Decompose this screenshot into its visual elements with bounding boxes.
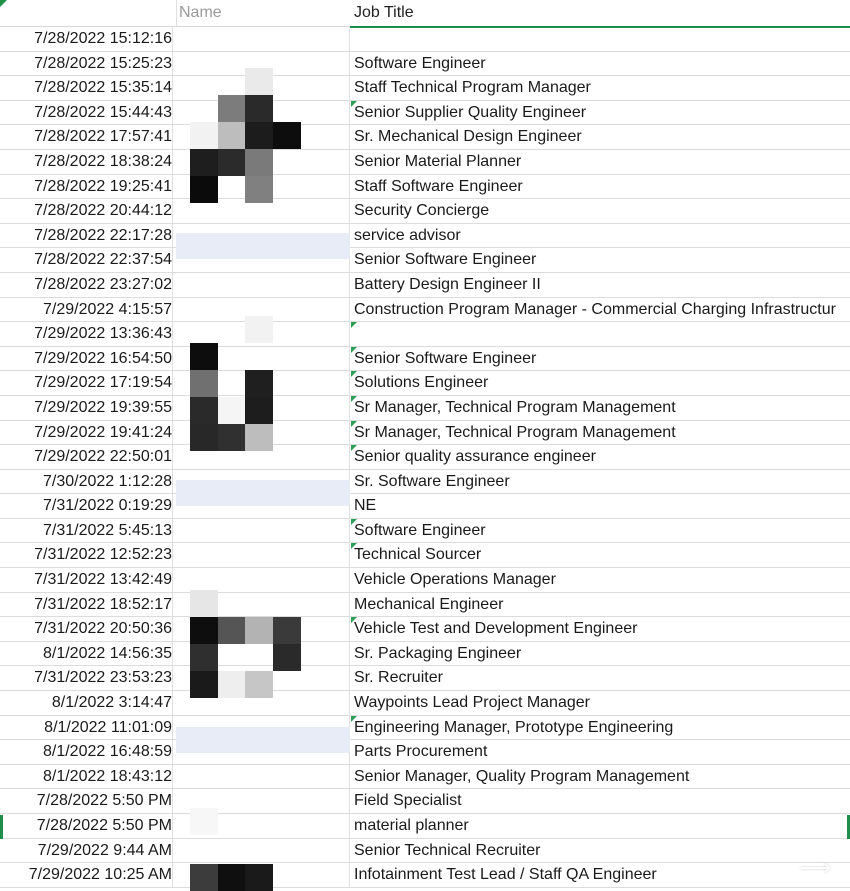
comment-indicator: [351, 716, 357, 722]
timestamp-cell[interactable]: 7/28/2022 22:17:28: [0, 224, 173, 248]
table-row[interactable]: [0, 421, 850, 446]
table-row[interactable]: [0, 814, 850, 839]
redaction-pixel: [190, 617, 218, 644]
job-title-cell[interactable]: Mechanical Engineer: [354, 595, 504, 613]
redaction-pixel: [218, 864, 246, 891]
header-row: [0, 0, 850, 27]
table-row[interactable]: [0, 691, 850, 716]
job-title-cell[interactable]: Senior Software Engineer: [354, 349, 537, 367]
data-rows: [0, 27, 850, 888]
redaction-pixel: [218, 671, 246, 698]
name-cell[interactable]: [176, 543, 350, 567]
redaction-pixel: [245, 122, 273, 149]
redaction-pixel: [190, 343, 218, 370]
table-row[interactable]: [0, 765, 850, 790]
header-cell-job-title[interactable]: Job Title: [354, 4, 414, 21]
timestamp-cell[interactable]: 7/29/2022 9:44 AM: [0, 839, 173, 863]
redaction-pixel: [245, 176, 273, 203]
timestamp-cell[interactable]: 7/28/2022 5:50 PM: [0, 814, 173, 838]
job-title-cell[interactable]: Battery Design Engineer II: [354, 275, 541, 293]
redaction-pixel: [218, 149, 246, 176]
table-row[interactable]: [0, 789, 850, 814]
comment-indicator: [351, 371, 357, 377]
redaction-pixel: [190, 864, 218, 891]
name-cell[interactable]: [176, 519, 350, 543]
table-row[interactable]: [0, 101, 850, 126]
timestamp-cell[interactable]: 7/28/2022 15:44:43: [0, 101, 173, 125]
timestamp-cell[interactable]: 7/31/2022 12:52:23: [0, 543, 173, 567]
comment-indicator: [351, 519, 357, 525]
timestamp-cell[interactable]: 7/29/2022 17:19:54: [0, 371, 173, 395]
job-title-cell[interactable]: Sr. Packaging Engineer: [354, 644, 522, 662]
redaction-pixel: [273, 122, 301, 149]
redaction-pixel: [245, 397, 273, 424]
job-title-cell[interactable]: Staff Technical Program Manager: [354, 79, 591, 97]
table-row[interactable]: [0, 617, 850, 642]
table-row[interactable]: [0, 642, 850, 667]
name-cell[interactable]: [176, 27, 350, 51]
redaction-pixel: [190, 370, 218, 397]
job-title-cell[interactable]: Parts Procurement: [354, 743, 488, 761]
header-cell-timestamp[interactable]: [0, 0, 177, 26]
job-title-cell[interactable]: Solutions Engineer: [354, 374, 489, 392]
table-row[interactable]: [0, 543, 850, 568]
job-title-cell[interactable]: Senior Manager, Quality Program Management: [354, 767, 690, 785]
timestamp-cell[interactable]: 7/31/2022 0:19:29: [0, 494, 173, 518]
redaction-pixel: [245, 617, 273, 644]
redaction-pixel: [245, 68, 273, 95]
timestamp-cell[interactable]: 7/28/2022 19:25:41: [0, 175, 173, 199]
redaction-pixel: [190, 149, 218, 176]
timestamp-cell[interactable]: 7/29/2022 16:54:50: [0, 347, 173, 371]
timestamp-cell[interactable]: 8/1/2022 3:14:47: [0, 691, 173, 715]
table-row[interactable]: [0, 322, 850, 347]
redaction-pixel: [190, 590, 218, 617]
job-title-cell[interactable]: Sr. Software Engineer: [354, 472, 510, 490]
name-cell[interactable]: [176, 273, 350, 297]
comment-indicator: [351, 322, 357, 328]
job-title-cell[interactable]: Sr Manager, Technical Program Management: [354, 398, 676, 416]
comment-indicator: [351, 445, 357, 451]
redaction-pixel: [245, 370, 273, 397]
job-title-cell[interactable]: NE: [354, 497, 377, 515]
redaction-band: [176, 727, 350, 753]
timestamp-cell[interactable]: 7/28/2022 15:12:16: [0, 27, 173, 51]
job-title-cell[interactable]: service advisor: [354, 226, 461, 244]
job-title-cell[interactable]: Staff Software Engineer: [354, 177, 523, 195]
table-row[interactable]: [0, 716, 850, 741]
timestamp-cell[interactable]: 7/28/2022 18:38:24: [0, 150, 173, 174]
job-title-cell[interactable]: Technical Sourcer: [354, 546, 482, 564]
comment-indicator: [351, 421, 357, 427]
job-title-cell[interactable]: Vehicle Operations Manager: [354, 571, 556, 589]
timestamp-cell[interactable]: 7/29/2022 13:36:43: [0, 322, 173, 346]
redaction-band: [176, 233, 350, 259]
timestamp-cell[interactable]: 7/31/2022 5:45:13: [0, 519, 173, 543]
redaction-pixel: [190, 176, 218, 203]
redaction-pixel: [245, 149, 273, 176]
timestamp-cell[interactable]: 8/1/2022 16:48:59: [0, 740, 173, 764]
timestamp-cell[interactable]: 7/29/2022 19:39:55: [0, 396, 173, 420]
name-cell[interactable]: [176, 839, 350, 863]
table-row[interactable]: [0, 175, 850, 200]
redaction-pixel: [190, 671, 218, 698]
comment-indicator: [351, 396, 357, 402]
timestamp-cell[interactable]: 7/30/2022 1:12:28: [0, 470, 173, 494]
comment-indicator: [351, 617, 357, 623]
timestamp-cell[interactable]: 8/1/2022 18:43:12: [0, 765, 173, 789]
redaction-pixel: [218, 397, 246, 424]
job-title-cell[interactable]: Sr. Mechanical Design Engineer: [354, 128, 582, 146]
timestamp-cell[interactable]: 7/29/2022 19:41:24: [0, 421, 173, 445]
selection-edge-left: [0, 815, 3, 839]
job-title-cell[interactable]: Sr. Recruiter: [354, 669, 443, 687]
redaction-band: [176, 480, 350, 506]
timestamp-cell[interactable]: 7/28/2022 15:35:14: [0, 76, 173, 100]
job-title-cell[interactable]: Infotainment Test Lead / Staff QA Engineer: [354, 866, 657, 884]
timestamp-cell[interactable]: 7/28/2022 22:37:54: [0, 248, 173, 272]
timestamp-cell[interactable]: 7/28/2022 20:44:12: [0, 199, 173, 223]
redaction-pixel: [218, 424, 246, 451]
job-title-cell[interactable]: Sr Manager, Technical Program Management: [354, 423, 676, 441]
timestamp-cell[interactable]: 7/31/2022 20:50:36: [0, 617, 173, 641]
redaction-pixel: [273, 644, 301, 671]
comment-indicator: [351, 543, 357, 549]
job-title-cell[interactable]: Construction Program Manager - Commercial Charging Infrastructur: [354, 300, 836, 318]
redaction-pixel: [190, 397, 218, 424]
table-row[interactable]: [0, 666, 850, 691]
job-title-cell[interactable]: Vehicle Test and Development Engineer: [354, 620, 638, 638]
job-title-cell[interactable]: Senior Supplier Quality Engineer: [354, 103, 587, 121]
timestamp-cell[interactable]: 8/1/2022 14:56:35: [0, 642, 173, 666]
redaction-pixel: [245, 864, 273, 891]
timestamp-cell[interactable]: 7/28/2022 23:27:02: [0, 273, 173, 297]
table-row[interactable]: [0, 52, 850, 77]
table-row[interactable]: [0, 273, 850, 298]
table-row[interactable]: [0, 199, 850, 224]
timestamp-cell[interactable]: 7/31/2022 13:42:49: [0, 568, 173, 592]
timestamp-cell[interactable]: 7/28/2022 5:50 PM: [0, 789, 173, 813]
redaction-pixel: [218, 617, 246, 644]
table-row[interactable]: [0, 568, 850, 593]
table-row[interactable]: [0, 470, 850, 495]
table-row[interactable]: [0, 519, 850, 544]
table-row[interactable]: [0, 371, 850, 396]
table-row[interactable]: [0, 27, 850, 52]
timestamp-cell[interactable]: 7/28/2022 15:25:23: [0, 52, 173, 76]
job-title-cell[interactable]: Waypoints Lead Project Manager: [354, 694, 590, 712]
timestamp-cell[interactable]: 7/31/2022 23:53:23: [0, 666, 173, 690]
job-title-cell[interactable]: Senior Material Planner: [354, 152, 522, 170]
job-title-cell[interactable]: material planner: [354, 817, 469, 834]
table-row[interactable]: [0, 248, 850, 273]
timestamp-cell[interactable]: 7/29/2022 4:15:57: [0, 298, 173, 322]
table-row[interactable]: [0, 494, 850, 519]
redaction-pixel: [190, 808, 218, 835]
job-title-cell[interactable]: Software Engineer: [354, 54, 486, 72]
name-cell[interactable]: [176, 765, 350, 789]
timestamp-cell[interactable]: 7/28/2022 17:57:41: [0, 125, 173, 149]
table-row[interactable]: [0, 740, 850, 765]
table-row[interactable]: [0, 839, 850, 864]
comment-indicator: [351, 347, 357, 353]
table-row[interactable]: [0, 76, 850, 101]
job-title-cell[interactable]: Security Concierge: [354, 202, 490, 220]
job-title-cell[interactable]: Senior quality assurance engineer: [354, 448, 596, 466]
table-row[interactable]: [0, 347, 850, 372]
table-row[interactable]: [0, 863, 850, 888]
comment-indicator: [351, 101, 357, 107]
table-row[interactable]: [0, 298, 850, 323]
redaction-pixel: [245, 95, 273, 122]
redaction-pixel: [245, 424, 273, 451]
redaction-pixel: [273, 617, 301, 644]
redaction-pixel: [245, 316, 273, 343]
redaction-pixel: [218, 95, 246, 122]
table-row[interactable]: [0, 593, 850, 618]
table-row[interactable]: [0, 150, 850, 175]
timestamp-cell[interactable]: 7/29/2022 22:50:01: [0, 445, 173, 469]
job-title-cell[interactable]: Senior Software Engineer: [354, 251, 537, 269]
redaction-pixel: [190, 424, 218, 451]
job-title-cell[interactable]: Senior Technical Recruiter: [354, 841, 541, 859]
watermark-logo: ⟶: [799, 855, 832, 880]
job-title-cell[interactable]: Field Specialist: [354, 792, 462, 810]
timestamp-cell[interactable]: 7/29/2022 10:25 AM: [0, 863, 173, 887]
redaction-pixel: [218, 122, 246, 149]
redaction-pixel: [245, 671, 273, 698]
timestamp-cell[interactable]: 7/31/2022 18:52:17: [0, 593, 173, 617]
job-title-cell[interactable]: [354, 27, 850, 51]
job-title-cell[interactable]: [354, 322, 850, 346]
job-title-cell[interactable]: Software Engineer: [354, 521, 486, 539]
redaction-pixel: [190, 644, 218, 671]
table-row[interactable]: [0, 224, 850, 249]
redaction-pixel: [190, 122, 218, 149]
job-title-cell[interactable]: Engineering Manager, Prototype Engineering: [354, 718, 674, 736]
header-cell-name[interactable]: Name: [179, 4, 222, 21]
table-row[interactable]: [0, 445, 850, 470]
table-row[interactable]: [0, 125, 850, 150]
table-row[interactable]: [0, 396, 850, 421]
timestamp-cell[interactable]: 8/1/2022 11:01:09: [0, 716, 173, 740]
name-cell[interactable]: [176, 568, 350, 592]
